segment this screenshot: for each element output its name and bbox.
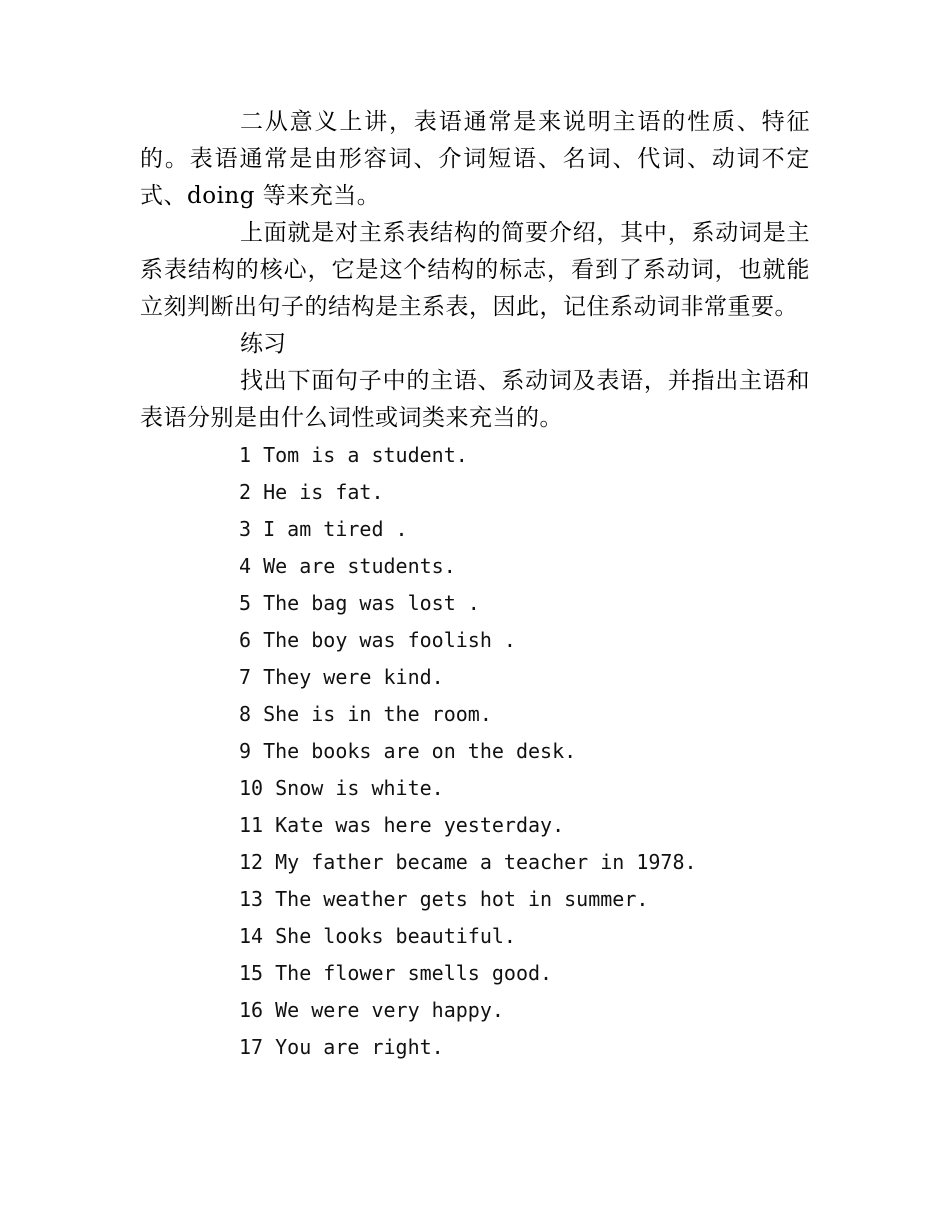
exercise-sentence: 11 Kate was here yesterday. (239, 813, 565, 837)
exercise-sentence: 12 My father became a teacher in 1978. (239, 850, 697, 874)
exercise-sentence: 14 She looks beautiful. (239, 924, 516, 948)
exercise-sentence: 7 They were kind. (239, 665, 444, 689)
exercise-sentence: 15 The flower smells good. (239, 961, 553, 985)
paragraph-summary: 上面就是对主系表结构的简要介绍，其中，系动词是主系表结构的核心，它是这个结构的标志，看到了系动词，也就能立刻判断出句子的结构是主系表，因此，记住系动词非常重要。 (140, 220, 810, 320)
exercise-sentence-list (140, 437, 810, 1066)
exercise-sentence: 9 The books are on the desk. (239, 739, 577, 763)
exercise-sentence: 2 He is fat. (239, 480, 384, 504)
exercise-sentence: 16 We were very happy. (239, 998, 504, 1022)
exercise-sentence: 4 We are students. (239, 554, 456, 578)
exercise-sentence: 3 I am tired . (239, 517, 408, 541)
exercise-sentence: 13 The weather gets hot in summer. (239, 887, 649, 911)
exercise-sentence: 8 She is in the room. (239, 702, 492, 726)
exercise-sentence: 1 Tom is a student. (239, 443, 468, 467)
exercise-sentence: 5 The bag was lost . (239, 591, 480, 615)
exercise-sentence: 17 You are right. (239, 1035, 444, 1059)
exercise-instruction: 找出下面句子中的主语、系动词及表语，并指出主语和表语分别是由什么词性或词类来充当的。 (140, 368, 810, 431)
exercise-title: 练习 (240, 331, 286, 357)
paragraph-predicative-meaning: 二从意义上讲，表语通常是来说明主语的性质、特征的。表语通常是由形容词、介词短语、名词、代词、动词不定式、doing 等来充当。 (140, 109, 810, 209)
exercise-sentence: 10 Snow is white. (239, 776, 444, 800)
exercise-sentence: 6 The boy was foolish . (239, 628, 516, 652)
document-page (140, 104, 810, 1066)
